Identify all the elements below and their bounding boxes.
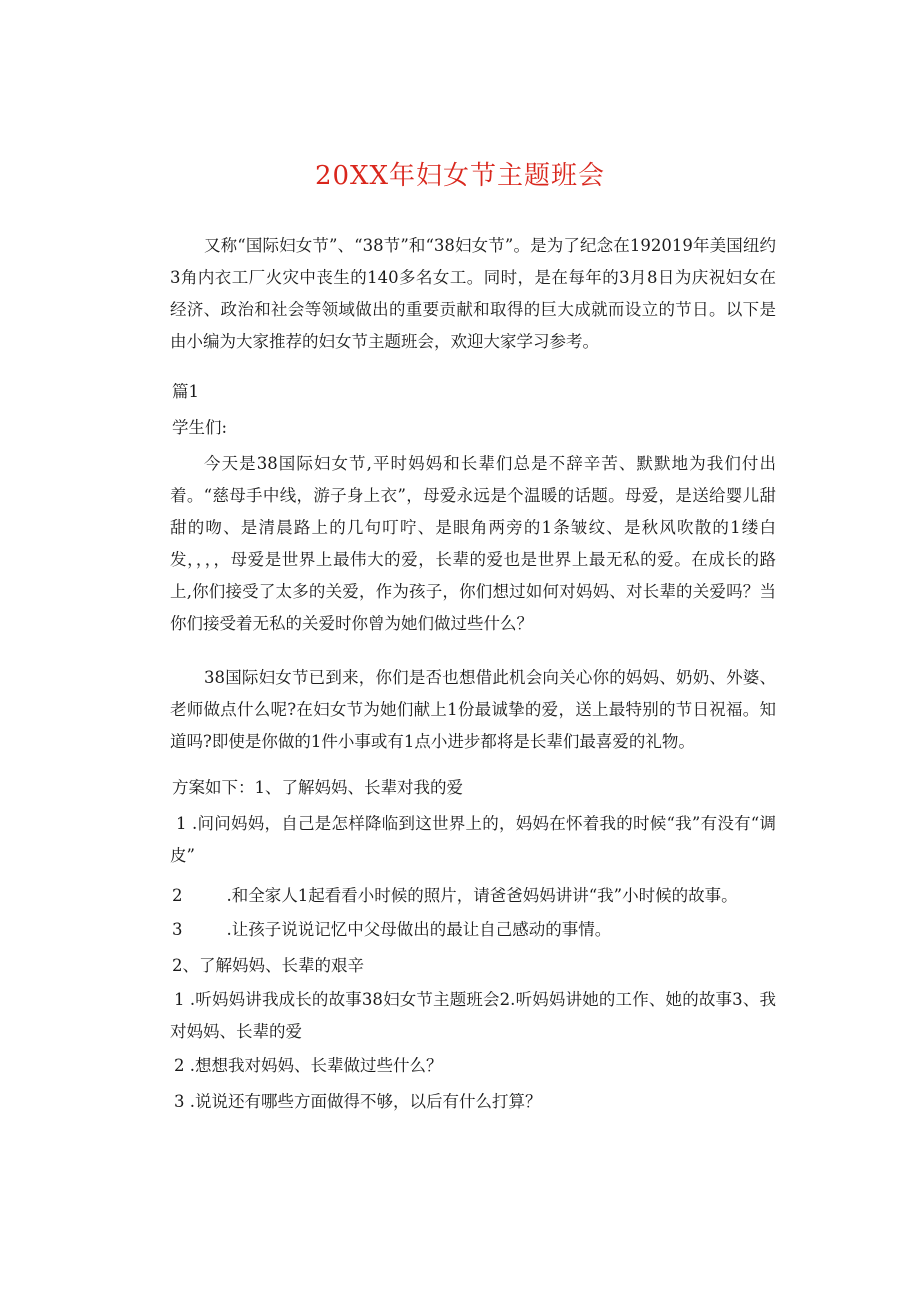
plan-item-2-number: 2 — [172, 886, 183, 905]
section-label: 篇1 — [172, 382, 199, 401]
paragraph-1: 今天是38国际妇女节,平时妈妈和长辈们总是不辞辛苦、默默地为我们付出着。“慈母手中线，游子身上衣”，母爱永远是个温暖的话题。母爱，是送给婴儿甜甜的吻、是清晨路上的几句叮咛、是眼角两旁的1条皱纹、是秋风吹散的1缕白发，，，，母爱是世界上最伟大的爱，长辈的爱也是世界上最无私的爱。在成长的路上,你们接受了太多的关爱，作为孩子，你们想过如何对妈妈、对长辈的关爱吗？当你们接受着无私的关爱时你曾为她们做过些什么？ — [170, 454, 776, 633]
plan-item-3-number: 3 — [172, 920, 183, 939]
plan-item-2 — [172, 880, 738, 912]
section-2-item-2: 2 .想想我对妈妈、长辈做过些什么？ — [174, 1056, 443, 1075]
section-2-item-3: 3 .说说还有哪些方面做得不够，以后有什么打算？ — [174, 1092, 542, 1111]
plan-item-2-text: .和全家人1起看看小时候的照片，请爸爸妈妈讲讲“我”小时候的故事。 — [226, 886, 738, 905]
intro-paragraph: 又称“国际妇女节”、“38节”和“38妇女节”。是为了纪念在192019年美国纽约3角内衣工厂火灾中丧生的140多名女工。同时，是在每年的3月8日为庆祝妇女在经济、政治和社会等领域做出的重要贡献和取得的巨大成就而设立的节日。以下是由小编为大家推荐的妇女节主题班会，欢迎大家学习参考。 — [170, 236, 776, 351]
plan-item-3 — [172, 914, 611, 946]
section-2-heading: 2、了解妈妈、长辈的艰辛 — [172, 956, 364, 975]
plan-item-1: 1 .问问妈妈，自己是怎样降临到这世界上的，妈妈在怀着我的时候“我”有没有“调皮” — [170, 814, 776, 865]
greeting: 学生们: — [172, 418, 228, 437]
paragraph-2: 38国际妇女节已到来，你们是否也想借此机会向关心你的妈妈、奶奶、外婆、老师做点什么呢?在妇女节为她们献上1份最诚挚的爱，送上最特别的节日祝福。知道吗?即使是你做的1件小事或有1点小进步都将是长辈们最喜爱的礼物。 — [170, 668, 776, 751]
section-2-item-1: 1 .听妈妈讲我成长的故事38妇女节主题班会2.听妈妈讲她的工作、她的故事3、我对妈妈、长辈的爱 — [170, 990, 776, 1041]
plan-heading: 方案如下：1、了解妈妈、长辈对我的爱 — [172, 778, 463, 797]
plan-item-3-text: .让孩子说说记忆中父母做出的最让自己感动的事情。 — [226, 920, 612, 939]
document-title: 20XX年妇女节主题班会 — [314, 161, 606, 191]
